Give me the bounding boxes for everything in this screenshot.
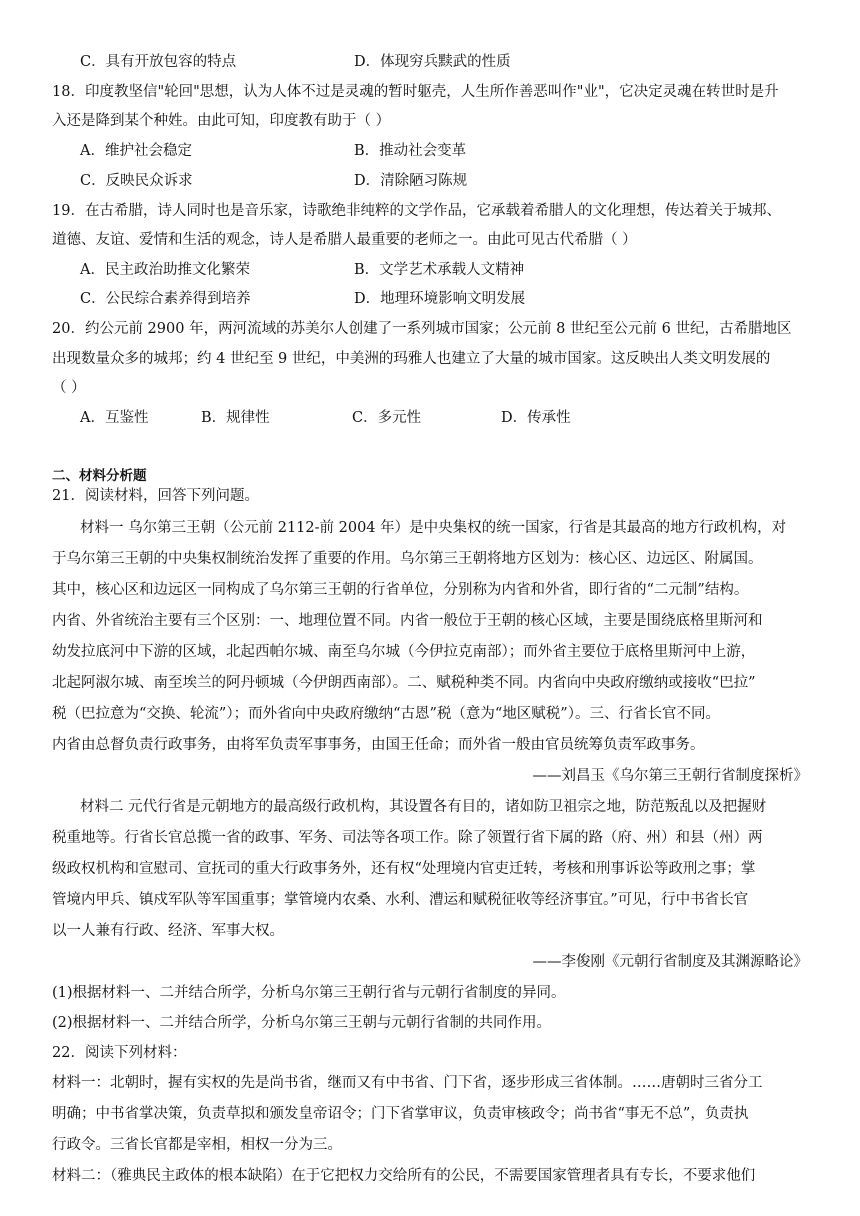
q18-option-a: A．维护社会稳定 bbox=[80, 143, 192, 159]
q19-option-c: C．公民综合素养得到培养 bbox=[80, 291, 251, 307]
q22-title: 22．阅读下列材料： bbox=[52, 1045, 187, 1061]
q20-stem-line1: 20．约公元前 2900 年，两河流域的苏美尔人创建了一系列城市国家；公元前 8 世纪至公元前 6 世纪，古希腊地区 bbox=[52, 321, 792, 337]
q20-stem-line2: 出现数量众多的城邦；约 4 世纪至 9 世纪，中美洲的玛雅人也建立了大量的城市国家。这反映出人类文明发展的 bbox=[52, 351, 771, 367]
q21-subquestion2: (2)根据材料一、二并结合所学，分析乌尔第三王朝与元朝行省制的共同作用。 bbox=[52, 1015, 552, 1031]
q18-stem-line1: 18．印度教坚信"轮回"思想，认为人体不过是灵魂的暂时躯壳，人生所作善恶叫作"业"，它决定灵魂在转世时是升 bbox=[52, 84, 779, 100]
q17-option-c: C．具有开放包容的特点 bbox=[80, 54, 237, 70]
q19-option-a: A．民主政治助推文化繁荣 bbox=[80, 262, 250, 278]
q18-option-d: D．清除陋习陈规 bbox=[354, 173, 468, 189]
q21-material2-line1: 材料二 元代行省是元朝地方的最高级行政机构，其设置各有目的，诸如防卫祖宗之地，防范叛乱以及把握财 bbox=[80, 799, 767, 815]
q21-material1-line3: 其中，核心区和边远区一同构成了乌尔第三王朝的行省单位，分别称为内省和外省，即行省的“二元制”结构。 bbox=[52, 582, 749, 598]
section-heading: 二、材料分析题 bbox=[52, 468, 147, 484]
q21-material1-line2: 于乌尔第三王朝的中央集权制统治发挥了重要的作用。乌尔第三王朝将地方区划为：核心区、边远区、附属国。 bbox=[52, 551, 763, 567]
q21-material1-line1: 材料一 乌尔第三王朝（公元前 2112-前 2004 年）是中央集权的统一国家，行省是其最高的地方行政机构，对 bbox=[80, 520, 787, 536]
q21-material2-line4: 管境内甲兵、镇戍军队等军国重事；掌管境内农桑、水利、漕运和赋税征收等经济事宜。”可见，行中书省长官 bbox=[52, 892, 749, 908]
q22-material1-line1: 材料一：北朝时，握有实权的先是尚书省，继而又有中书省、门下省，逐步形成三省体制。……唐朝时三省分工 bbox=[52, 1075, 763, 1091]
q22-material2-line1: 材料二：（雅典民主政体的根本缺陷）在于它把权力交给所有的公民，不需要国家管理者具有专长，不要求他们 bbox=[52, 1168, 756, 1184]
q21-source1: ——刘昌玉《乌尔第三王朝行省制度探析》 bbox=[532, 768, 808, 784]
q20-option-d: D．传承性 bbox=[501, 410, 571, 426]
q19-option-d: D．地理环境影响文明发展 bbox=[354, 291, 526, 307]
q19-stem-line2: 道德、友谊、爱情和生活的观念，诗人是希腊人最重要的老师之一。由此可见古代希腊（ ） bbox=[52, 232, 637, 248]
q21-material1-line4: 内省、外省统治主要有三个区别：一、地理位置不同。内省一般位于王朝的核心区域，主要是围绕底格里斯河和 bbox=[52, 613, 763, 629]
q21-material2-line5: 以一人兼有行政、经济、军事大权。 bbox=[52, 923, 284, 939]
q20-option-b: B．规律性 bbox=[201, 410, 270, 426]
q19-stem-line1: 19．在古希腊，诗人同时也是音乐家，诗歌绝非纯粹的文学作品，它承载着希腊人的文化理想，传达着关于城邦、 bbox=[52, 203, 781, 219]
q21-material1-line6: 北起阿淑尔城、南至埃兰的阿丹顿城（今伊朗西南部）。二、赋税种类不同。内省向中央政府缴纳或接收“巴拉” bbox=[52, 675, 756, 691]
q20-stem-line3: （ ） bbox=[52, 380, 86, 396]
q21-material2-line2: 税重地等。行省长官总揽一省的政事、军务、司法等各项工作。除了领置行省下属的路（府、州）和县（州）两 bbox=[52, 830, 763, 846]
q20-option-a: A．互鉴性 bbox=[80, 410, 149, 426]
q20-option-c: C．多元性 bbox=[352, 410, 422, 426]
q18-option-c: C．反映民众诉求 bbox=[80, 173, 193, 189]
q21-title: 21．阅读材料，回答下列问题。 bbox=[52, 488, 259, 504]
q21-material2-line3: 级政权机构和宣慰司、宣抚司的重大行政事务外，还有权“处理境内官吏迁转，考核和刑事诉讼等政刑之事；掌 bbox=[52, 861, 756, 877]
q22-material1-line2: 明确；中书省掌决策，负责草拟和颁发皇帝诏令；门下省掌审议，负责审核政令；尚书省“事无不总”，负责执 bbox=[52, 1106, 749, 1122]
q21-source2: ——李俊刚《元朝行省制度及其渊源略论》 bbox=[532, 954, 808, 970]
q21-material1-line8: 内省由总督负责行政事务，由将军负责军事事务，由国王任命；而外省一般由官员统筹负责军政事务。 bbox=[52, 737, 705, 753]
q18-option-b: B．推动社会变革 bbox=[354, 143, 467, 159]
q21-subquestion1: (1)根据材料一、二并结合所学，分析乌尔第三王朝行省与元朝行省制度的异同。 bbox=[52, 985, 566, 1001]
q19-option-b: B．文学艺术承载人文精神 bbox=[354, 262, 525, 278]
q18-stem-line2: 入还是降到某个种姓。由此可知，印度教有助于（ ） bbox=[52, 113, 391, 129]
q17-option-d: D．体现穷兵黩武的性质 bbox=[354, 54, 511, 70]
q21-material1-line5: 幼发拉底河中下游的区域，北起西帕尔城、南至乌尔城（今伊拉克南部）；而外省主要位于底格里斯河中上游， bbox=[52, 644, 756, 660]
q22-material1-line3: 行政令。三省长官都是宰相，相权一分为三。 bbox=[52, 1137, 342, 1153]
q21-material1-line7: 税（巴拉意为“交换、轮流”）；而外省向中央政府缴纳“古恩”税（意为“地区赋税”）。三、行省长官不同。 bbox=[52, 706, 720, 722]
